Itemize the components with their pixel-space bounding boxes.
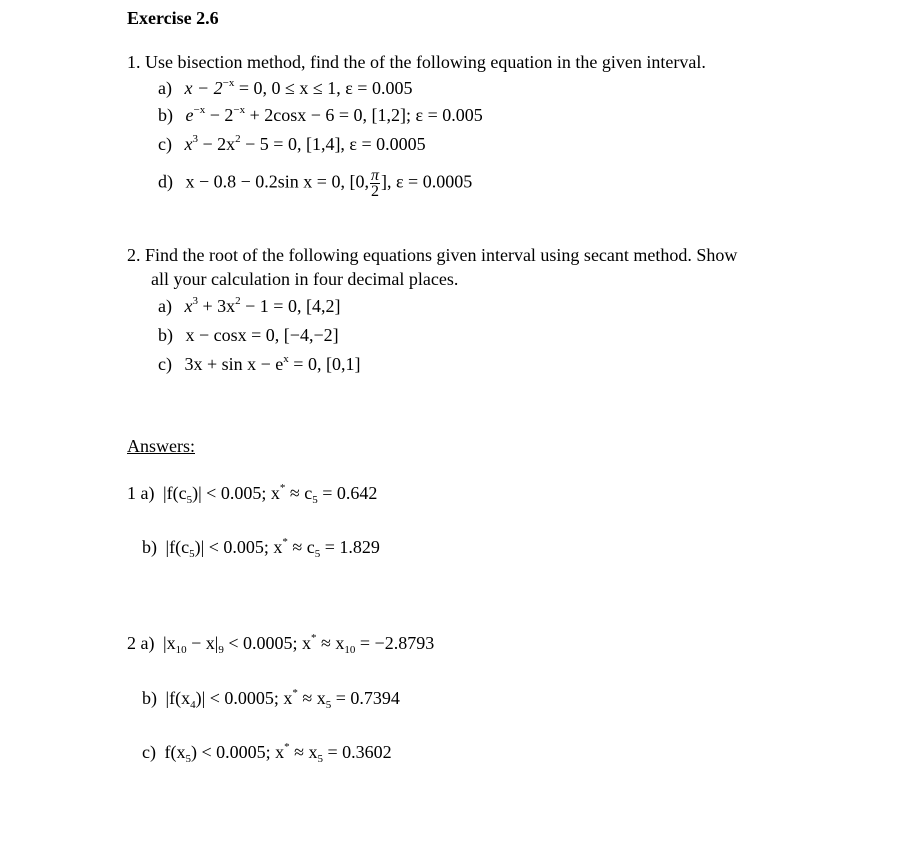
q2-item-a	[158, 296, 340, 317]
answers-heading: Answers:	[127, 436, 195, 456]
answer-2a-p4: ≈ x	[316, 633, 345, 653]
answer-1b-label: b)	[142, 537, 157, 557]
q1-item-b	[158, 105, 483, 126]
q1-d-label: d)	[158, 171, 173, 192]
fraction-denominator: 2	[370, 183, 379, 200]
answer-1b-p2: )| < 0.005; x	[194, 537, 283, 557]
answer-1a	[127, 483, 377, 504]
q2-a-p2: + 3x	[197, 296, 236, 316]
q2-c-label: c)	[158, 354, 172, 374]
answer-2c-p4: = 0.3602	[323, 742, 392, 762]
q2-a-exp1: 3	[192, 295, 198, 307]
q2-a-p3: − 1 = 0, [4,2]	[240, 296, 341, 316]
answer-2b-p4: = 0.7394	[331, 688, 400, 708]
answer-1a-star: *	[279, 482, 286, 494]
q1-c-exp1: 3	[192, 133, 198, 145]
answer-1a-p4: = 0.642	[317, 483, 378, 503]
answer-2b-sub1: 4	[190, 699, 196, 711]
answer-2a-p2: − x|	[186, 633, 219, 653]
answer-2a-label: 2 a)	[127, 633, 155, 653]
answer-2b	[142, 688, 400, 709]
question-1-text: 1. Use bisection method, find the of the following equation in the given interval.	[127, 52, 706, 72]
answer-2b-sub2: 5	[325, 699, 332, 711]
answer-1b-p3: ≈ c	[287, 537, 315, 557]
q2-a-label: a)	[158, 296, 172, 316]
answer-2a-sub2: 9	[218, 644, 224, 656]
q2-item-b	[158, 325, 339, 346]
answer-2b-p2: )| < 0.0005; x	[195, 688, 293, 708]
question-2-line-1: 2. Find the root of the following equations given interval using secant method. Show	[127, 245, 738, 265]
answer-2b-p3: ≈ x	[297, 688, 326, 708]
answer-2a-sub1: 10	[175, 644, 187, 656]
pi-over-two-fraction	[370, 168, 380, 199]
q1-c-eq-p3: − 5 = 0, [1,4], ε = 0.0005	[240, 134, 426, 154]
q2-c-exp: x	[283, 353, 289, 365]
q1-d-eq-p1: x − 0.8 − 0.2sin x = 0, [0,	[185, 171, 369, 192]
q2-c-p1: 3x + sin x − e	[184, 354, 284, 374]
answer-2c-p3: ≈ x	[289, 742, 318, 762]
answer-2a-p5: = −2.8793	[355, 633, 435, 653]
q2-b-eq: x − cosx = 0, [−4,−2]	[185, 325, 339, 345]
answer-2c-sub2: 5	[317, 753, 324, 765]
answer-2c-star: *	[284, 741, 290, 753]
answer-1a-p2: )| < 0.005; x	[192, 483, 280, 503]
q1-a-rest: = 0, 0 ≤ x ≤ 1, ε = 0.005	[234, 78, 413, 98]
q2-a-exp2: 2	[235, 295, 241, 307]
answer-2c-label: c)	[142, 742, 156, 762]
q1-b-label: b)	[158, 105, 173, 125]
q1-d-eq-p2: ], ε = 0.0005	[380, 171, 473, 192]
answer-1b-p1: |f(c	[165, 537, 190, 557]
q2-b-label: b)	[158, 325, 173, 345]
answer-2a-p1: |x	[162, 633, 176, 653]
answer-2a-p3: < 0.0005; x	[223, 633, 312, 653]
q1-b-eq-p3: + 2cosx − 6 = 0, [1,2]; ε = 0.005	[245, 105, 483, 125]
answer-2c-p2: ) < 0.0005; x	[190, 742, 285, 762]
q1-b-exp1: −x	[193, 104, 206, 116]
q1-c-exp2: 2	[235, 133, 241, 145]
exercise-title: Exercise 2.6	[127, 8, 219, 28]
q1-b-eq-p2: − 2	[205, 105, 234, 125]
answer-2c-sub1: 5	[185, 753, 191, 765]
q1-c-label: c)	[158, 134, 172, 154]
q1-c-eq-p1: x	[184, 134, 193, 154]
q1-item-a	[158, 78, 412, 99]
q1-c-eq-p2: − 2x	[197, 134, 236, 154]
q1-item-c	[158, 134, 426, 155]
q1-a-label: a)	[158, 78, 172, 98]
q1-a-eq: x − 2	[184, 78, 223, 98]
answer-1a-sub1: 5	[186, 494, 193, 506]
answer-1b-sub2: 5	[314, 548, 321, 560]
answer-2c-p1: f(x	[164, 742, 186, 762]
q1-b-exp2: −x	[233, 104, 246, 116]
answer-1b-p4: = 1.829	[320, 537, 380, 557]
answer-2a-star: *	[311, 632, 317, 644]
answer-2a-sub3: 10	[344, 644, 356, 656]
answer-1b	[142, 537, 380, 558]
answer-2b-star: *	[292, 687, 298, 699]
answer-1a-p3: ≈ c	[285, 483, 313, 503]
q1-a-exp: −x	[222, 77, 235, 89]
q2-item-c	[158, 354, 360, 375]
q2-a-p1: x	[184, 296, 193, 316]
answer-1a-sub2: 5	[312, 494, 318, 506]
answer-1a-label: 1 a)	[127, 483, 155, 503]
q1-item-d	[158, 168, 472, 199]
q2-c-p2: = 0, [0,1]	[288, 354, 361, 374]
question-2-line-2: all your calculation in four decimal places.	[151, 269, 459, 289]
answer-2b-p1: |f(x	[165, 688, 191, 708]
fraction-numerator: π	[370, 167, 379, 184]
answer-1b-star: *	[282, 536, 288, 548]
q1-b-eq-p1: e	[185, 105, 194, 125]
answer-1a-p1: |f(c	[162, 483, 187, 503]
answer-2a	[127, 633, 434, 654]
answer-2b-label: b)	[142, 688, 157, 708]
answer-2c	[142, 742, 392, 763]
answer-1b-sub1: 5	[189, 548, 195, 560]
